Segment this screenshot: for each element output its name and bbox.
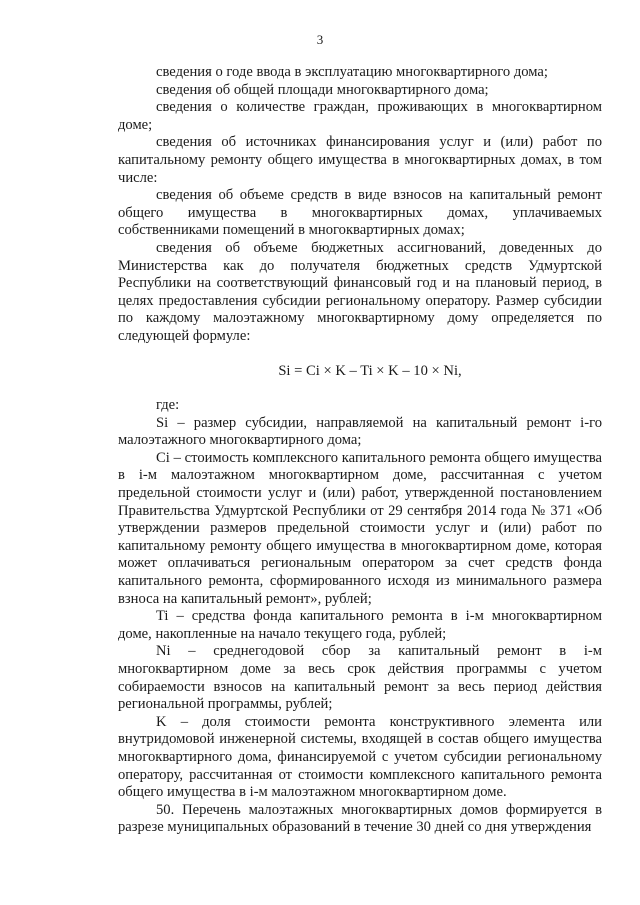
formula-where: где: [156, 397, 180, 414]
document-body [118, 64, 602, 837]
definition-ci: Ci – стоимость комплексного капитального ремонта общего имущества в i-м малоэтажном многоквартирном доме, рассчитанная с учетом предельной стоимости услуг и (или) работ, утвержденной постановлением Правительства Удмуртской Республики от 29 сентября 2014 года № 371 «Об утверждении размеров предельной стоимости услуг и (или) работ по капитальному ремонту общего имущества в многоквартирном доме, которая может оплачиваться региональным оператором за счет средств фонда капитального ремонта, сформированного исходя из минимального размера взноса на капитальный ремонт», рублей; [118, 449, 602, 607]
paragraph: сведения об общей площади многоквартирного дома; [156, 81, 489, 98]
paragraph: сведения об источниках финансирования услуг и (или) работ по капитальному ремонту общего имущества в многоквартирных домах, в том числе: [118, 134, 602, 186]
paragraph: сведения об объеме средств в виде взносов на капитальный ремонт общего имущества в многоквартирных домах, уплачиваемых собственниками помещений в многоквартирных домах; [118, 187, 602, 239]
paragraph: сведения о годе ввода в эксплуатацию многоквартирного дома; [156, 64, 548, 80]
subsidy-formula: Si = Ci × K – Ti × K – 10 × Ni, [278, 362, 462, 379]
definition-ti: Ti – средства фонда капитального ремонта в i-м многоквартирном доме, накопленные на начало текущего года, рублей; [118, 608, 602, 642]
clause-50: 50. Перечень малоэтажных многоквартирных домов формируется в разрезе муниципальных образований в течение 30 дней со дня утверждения [118, 801, 602, 836]
page-number: 3 [316, 32, 324, 47]
paragraph: сведения о количестве граждан, проживающих в многоквартирном доме; [118, 99, 602, 133]
paragraph: сведения об объеме бюджетных ассигнований, доведенных до Министерства как до получателя бюджетных средств Удмуртской Республики на соответствующий финансовый год и на плановый период, в целях предоставления субсидии региональному оператору. Размер субсидии по каждому малоэтажному многоквартирному дому определяется по следующей формуле: [118, 239, 602, 344]
definition-ni: Ni – среднегодовой сбор за капитальный ремонт в i-м многоквартирном доме за весь срок действия программы с учетом собираемости взносов на капитальный ремонт за весь период действия региональной программы, рублей; [118, 643, 602, 713]
definition-k: K – доля стоимости ремонта конструктивного элемента или внутридомовой инженерной системы, входящей в состав общего имущества многоквартирного дома, финансируемой с учетом субсидии региональному оператору, рассчитанная от стоимости комплексного капитального ремонта общего имущества в i-м малоэтажном многоквартирном доме. [118, 713, 602, 801]
definition-si: Si – размер субсидии, направляемой на капитальный ремонт i-го малоэтажного многоквартирного дома; [118, 414, 602, 449]
